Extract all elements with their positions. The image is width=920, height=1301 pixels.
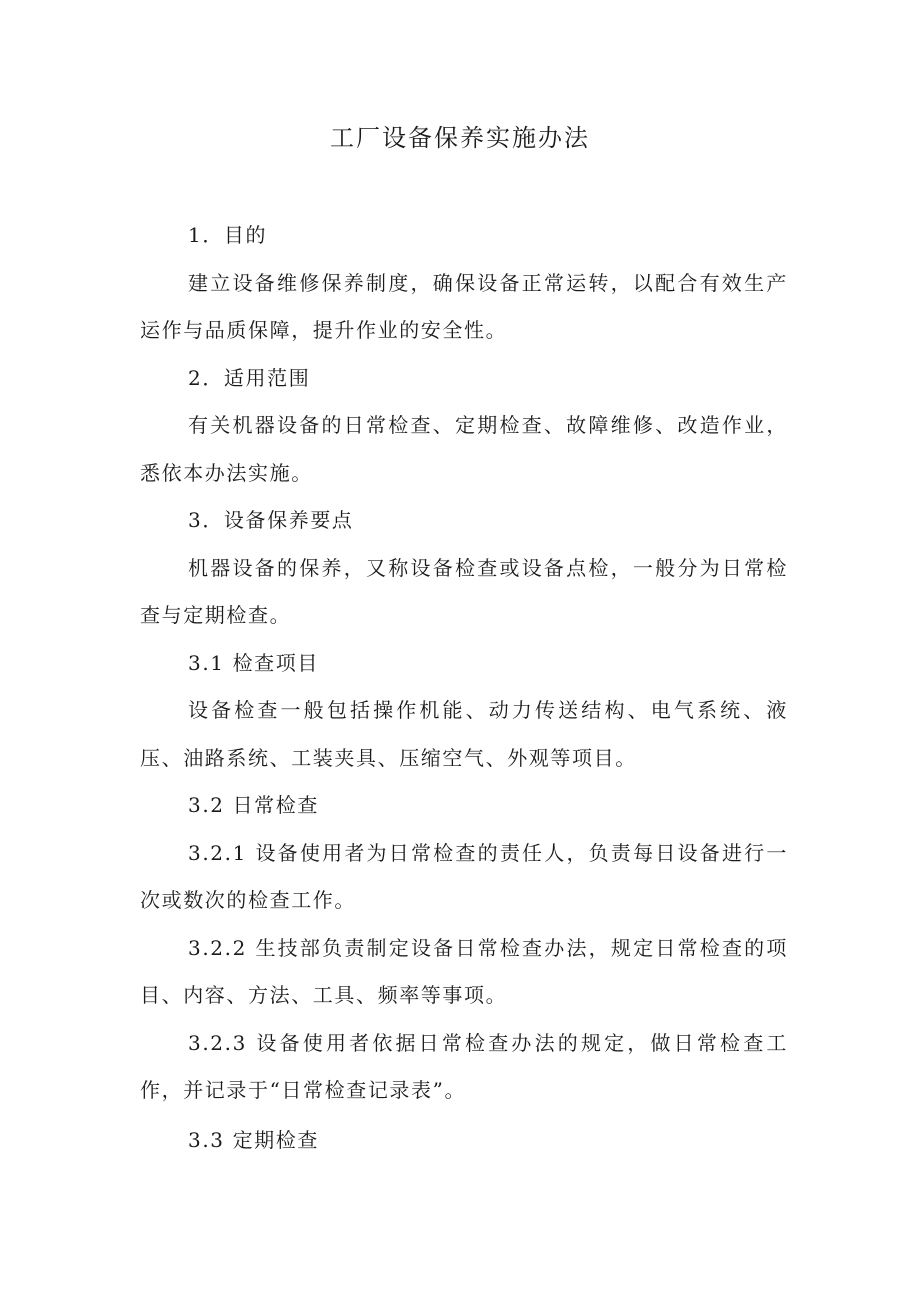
paragraph-maintenance-points: 机器设备的保养，又称设备检查或设备点检，一般分为日常检查与定期检查。 (140, 555, 788, 627)
subsection-heading-periodic-inspection: 3.3 定期检查 (188, 1127, 319, 1152)
subsection-heading-inspection-items: 3.1 检查项目 (188, 650, 319, 675)
paragraph-daily-inspection-3: 3.2.3 设备使用者依据日常检查办法的规定，做日常检查工作，并记录于“日常检查记录表”。 (140, 1030, 788, 1102)
document-body (140, 212, 788, 1164)
section-heading-maintenance-points: 3．设备保养要点 (188, 508, 354, 532)
paragraph-purpose: 建立设备维修保养制度，确保设备正常运转，以配合有效生产运作与品质保障，提升作业的安全性。 (140, 270, 788, 342)
document-title: 工厂设备保养实施办法 (330, 124, 590, 152)
section-heading-scope: 2．适用范围 (188, 365, 311, 390)
section-heading-purpose: 1．目的 (188, 223, 268, 247)
paragraph-daily-inspection-1: 3.2.1 设备使用者为日常检查的责任人，负责每日设备进行一次或数次的检查工作。 (140, 840, 788, 912)
subsection-heading-daily-inspection: 3.2 日常检查 (188, 793, 319, 817)
paragraph-scope: 有关机器设备的日常检查、定期检查、故障维修、改造作业，悉依本办法实施。 (140, 413, 788, 485)
paragraph-daily-inspection-2: 3.2.2 生技部负责制定设备日常检查办法，规定日常检查的项目、内容、方法、工具、频率等事项。 (140, 935, 788, 1007)
paragraph-inspection-items: 设备检查一般包括操作机能、动力传送结构、电气系统、液压、油路系统、工装夹具、压缩空气、外观等项目。 (140, 698, 788, 770)
